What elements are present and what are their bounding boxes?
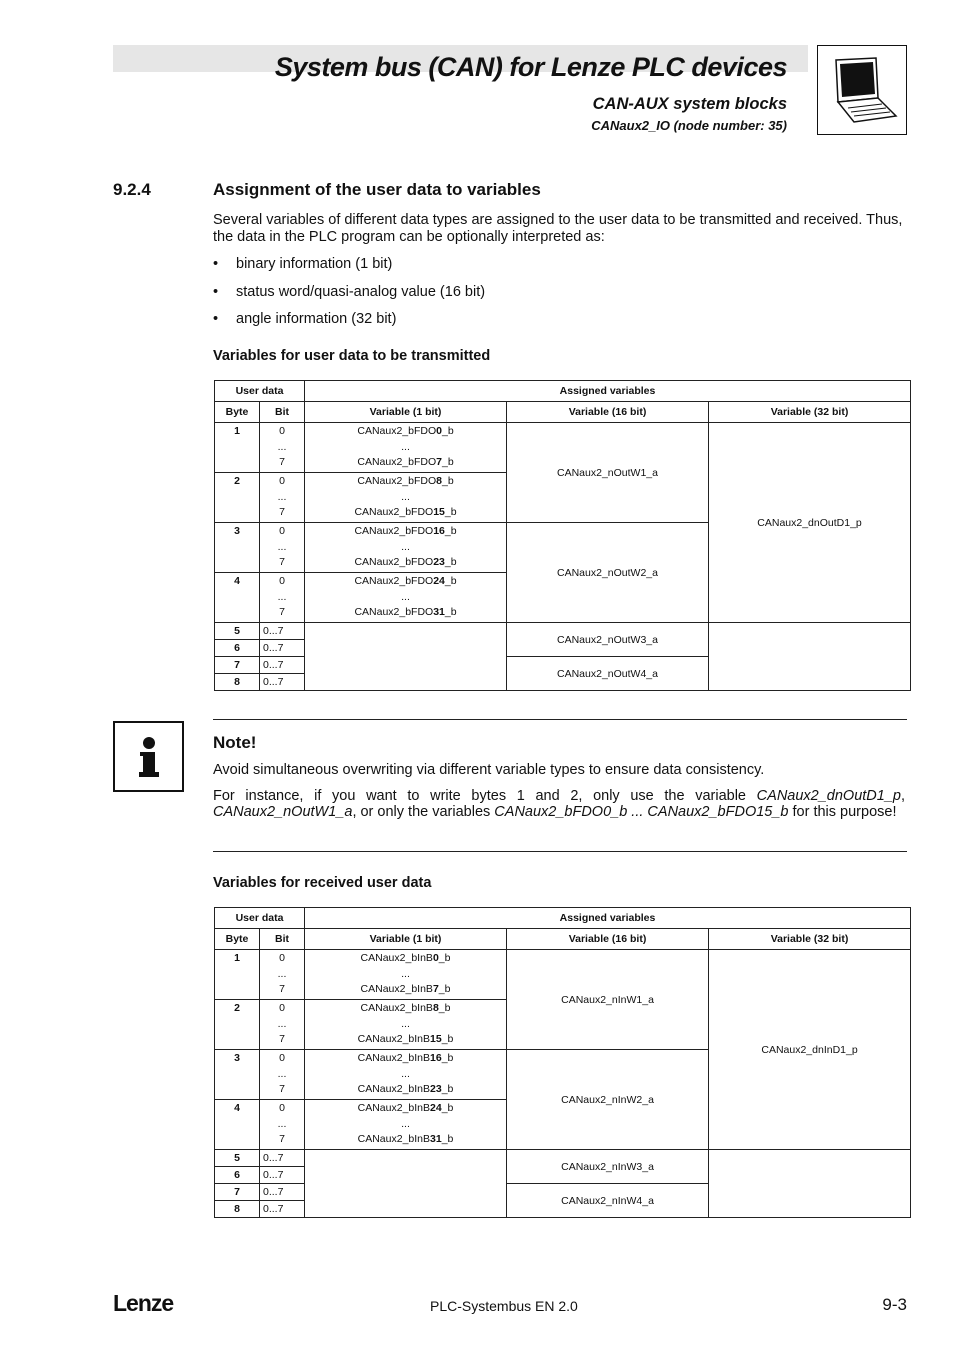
byte-cell: 1 — [215, 423, 260, 473]
variable-32bit-header: Variable (32 bit) — [709, 929, 911, 950]
bit-cell: 0...7 — [260, 640, 305, 657]
bit-cell: 0 ... 7 — [260, 473, 305, 523]
byte-cell: 4 — [215, 1100, 260, 1150]
variable-16bit-cell: CANaux2_nInW3_a — [507, 1150, 709, 1184]
bit-cell: 0...7 — [260, 1201, 305, 1218]
variable-16bit-cell: CANaux2_nOutW2_a — [507, 523, 709, 623]
list-item: • status word/quasi-analog value (16 bit) — [213, 284, 486, 300]
byte-cell: 7 — [215, 1184, 260, 1201]
bit-cell: 0...7 — [260, 1150, 305, 1167]
bit-cell: 0 ... 7 — [260, 1050, 305, 1100]
variable-32bit-cell — [709, 1150, 911, 1218]
tx-table-heading: Variables for user data to be transmitted — [213, 348, 491, 364]
page-number: 9-3 — [882, 1295, 907, 1314]
variable-16bit-header: Variable (16 bit) — [507, 402, 709, 423]
laptop-icon — [817, 45, 907, 135]
variable-1bit-cell: CANaux2_bInB16_b ... CANaux2_bInB23_b — [305, 1050, 507, 1100]
variable-1bit-header: Variable (1 bit) — [305, 402, 507, 423]
variable-16bit-header: Variable (16 bit) — [507, 929, 709, 950]
list-item: • angle information (32 bit) — [213, 311, 397, 327]
note-title: Note! — [213, 733, 257, 752]
byte-cell: 2 — [215, 473, 260, 523]
bit-header: Bit — [260, 929, 305, 950]
page-title: System bus (CAN) for Lenze PLC devices — [274, 52, 787, 82]
bit-cell: 0...7 — [260, 1167, 305, 1184]
bit-cell: 0 ... 7 — [260, 573, 305, 623]
variable-16bit-cell: CANaux2_nInW4_a — [507, 1184, 709, 1218]
byte-cell: 3 — [215, 523, 260, 573]
variable-16bit-cell: CANaux2_nInW1_a — [507, 950, 709, 1050]
assigned-variables-header: Assigned variables — [305, 908, 911, 929]
byte-header: Byte — [215, 929, 260, 950]
byte-cell: 1 — [215, 950, 260, 1000]
byte-cell: 7 — [215, 657, 260, 674]
table-row — [215, 1150, 911, 1167]
bit-header: Bit — [260, 402, 305, 423]
variable-1bit-cell — [305, 623, 507, 691]
byte-cell: 4 — [215, 573, 260, 623]
bit-cell: 0 ... 7 — [260, 523, 305, 573]
note-paragraph: For instance, if you want to write bytes 1 and 2, only use the variable CANaux2_dnOutD1_p, CANaux2_nOutW1_a, or only the variables CANaux2_bFDO0_b ... CANaux2_bFDO15_b for this purpose! — [213, 788, 905, 820]
table-row — [215, 423, 911, 473]
variable-16bit-cell: CANaux2_nOutW4_a — [507, 657, 709, 691]
info-icon — [113, 721, 184, 792]
bit-cell: 0 ... 7 — [260, 1100, 305, 1150]
byte-cell: 5 — [215, 1150, 260, 1167]
assigned-variables-header: Assigned variables — [305, 381, 911, 402]
user-data-header: User data — [215, 381, 305, 402]
list-item: • binary information (1 bit) — [213, 256, 393, 272]
variable-16bit-cell: CANaux2_nOutW1_a — [507, 423, 709, 523]
variable-32bit-cell: CANaux2_dnInD1_p — [709, 950, 911, 1150]
table-row — [215, 950, 911, 1000]
variable-1bit-header: Variable (1 bit) — [305, 929, 507, 950]
variable-16bit-cell: CANaux2_nOutW3_a — [507, 623, 709, 657]
section-number: 9.2.4 — [113, 180, 151, 199]
bit-cell: 0...7 — [260, 1184, 305, 1201]
variable-32bit-header: Variable (32 bit) — [709, 402, 911, 423]
page-subsubtitle: CANaux2_IO (node number: 35) — [591, 118, 787, 133]
section-title: Assignment of the user data to variables — [213, 180, 541, 199]
table-row — [215, 623, 911, 640]
variable-32bit-cell — [709, 623, 911, 691]
byte-cell: 2 — [215, 1000, 260, 1050]
variable-1bit-cell: CANaux2_bFDO16_b ... CANaux2_bFDO23_b — [305, 523, 507, 573]
variable-16bit-cell: CANaux2_nInW2_a — [507, 1050, 709, 1150]
variable-1bit-cell: CANaux2_bInB0_b ... CANaux2_bInB7_b — [305, 950, 507, 1000]
bit-cell: 0...7 — [260, 674, 305, 691]
byte-cell: 6 — [215, 640, 260, 657]
variable-1bit-cell: CANaux2_bFDO8_b ... CANaux2_bFDO15_b — [305, 473, 507, 523]
lenze-logo: Lenze — [113, 1290, 174, 1316]
note-top-divider — [213, 719, 907, 720]
variable-1bit-cell: CANaux2_bInB8_b ... CANaux2_bInB15_b — [305, 1000, 507, 1050]
bit-cell: 0...7 — [260, 623, 305, 640]
intro-paragraph: Several variables of different data types are assigned to the user data to be transmitted and received. Thus, the data in the PLC program can be optionally interpreted as: — [213, 212, 903, 245]
page-subtitle: CAN-AUX system blocks — [592, 95, 787, 113]
rx-variables-table — [214, 907, 911, 1218]
bit-cell: 0 ... 7 — [260, 1000, 305, 1050]
byte-cell: 8 — [215, 674, 260, 691]
note-bottom-divider — [213, 851, 907, 852]
byte-cell: 6 — [215, 1167, 260, 1184]
bit-cell: 0...7 — [260, 657, 305, 674]
variable-32bit-cell: CANaux2_dnOutD1_p — [709, 423, 911, 623]
variable-1bit-cell: CANaux2_bFDO24_b ... CANaux2_bFDO31_b — [305, 573, 507, 623]
user-data-header: User data — [215, 908, 305, 929]
byte-cell: 3 — [215, 1050, 260, 1100]
rx-table-heading: Variables for received user data — [213, 875, 432, 891]
note-paragraph: Avoid simultaneous overwriting via different variable types to ensure data consistency. — [213, 762, 765, 778]
bit-cell: 0 ... 7 — [260, 950, 305, 1000]
variable-1bit-cell: CANaux2_bInB24_b ... CANaux2_bInB31_b — [305, 1100, 507, 1150]
byte-cell: 5 — [215, 623, 260, 640]
byte-cell: 8 — [215, 1201, 260, 1218]
variable-1bit-cell: CANaux2_bFDO0_b ... CANaux2_bFDO7_b — [305, 423, 507, 473]
bit-cell: 0 ... 7 — [260, 423, 305, 473]
variable-1bit-cell — [305, 1150, 507, 1218]
tx-variables-table — [214, 380, 911, 691]
footer-doc-name: PLC-Systembus EN 2.0 — [430, 1298, 578, 1314]
byte-header: Byte — [215, 402, 260, 423]
